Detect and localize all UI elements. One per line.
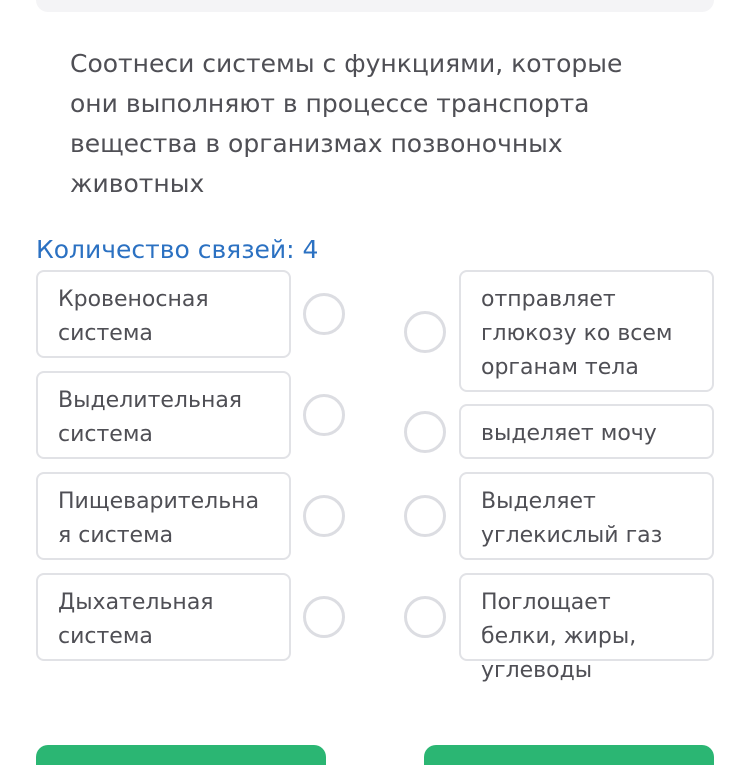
bottom-button-left[interactable] [36, 745, 326, 765]
right-item-label: отправляет глюкозу ко всем органам тела [481, 287, 673, 380]
right-connector-2[interactable] [404, 411, 446, 453]
left-item-excretory[interactable] [36, 371, 291, 459]
right-connector-3[interactable] [404, 495, 446, 537]
connections-count: Количество связей: 4 [36, 235, 319, 264]
right-item-glucose[interactable] [459, 270, 714, 392]
question-text: Соотнеси системы с функциями, которые они выполняют в процессе транспорта вещества в организмах позвоночных животных [70, 49, 623, 198]
left-item-respiratory[interactable] [36, 573, 291, 661]
left-item-label: Выделительная система [58, 388, 243, 447]
right-connector-1[interactable] [404, 311, 446, 353]
right-item-nutrients[interactable] [459, 573, 714, 683]
bottom-button-right[interactable] [424, 745, 714, 765]
right-item-urine[interactable] [459, 404, 714, 459]
previous-block-edge [36, 0, 714, 12]
left-item-digestive[interactable] [36, 472, 291, 560]
left-item-circulatory[interactable] [36, 270, 291, 358]
left-item-label: Пищеварительная система [58, 489, 260, 548]
left-connector-1[interactable] [303, 293, 345, 335]
right-item-co2[interactable] [459, 472, 714, 560]
right-item-label: выделяет мочу [481, 421, 657, 446]
right-item-label: Поглощает белки, жиры, углеводы [481, 590, 637, 683]
left-item-label: Кровеносная система [58, 287, 209, 346]
left-connector-2[interactable] [303, 394, 345, 436]
left-connector-4[interactable] [303, 596, 345, 638]
right-connector-4[interactable] [404, 596, 446, 638]
left-item-label: Дыхательная система [58, 590, 214, 649]
left-connector-3[interactable] [303, 495, 345, 537]
right-item-label: Выделяет углекислый газ [481, 489, 663, 548]
